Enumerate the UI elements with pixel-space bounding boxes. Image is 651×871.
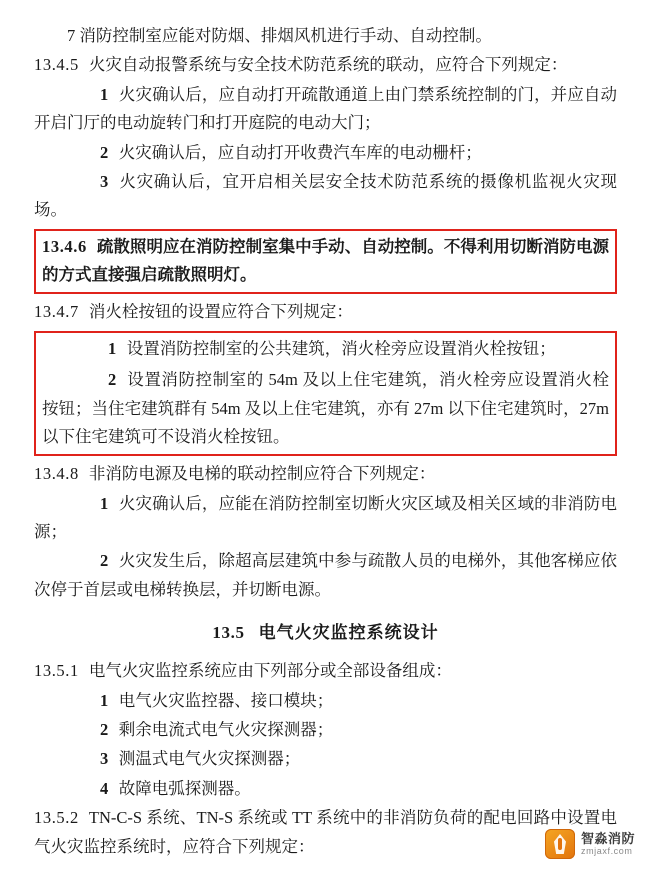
section-title: 电气火灾监控系统设计 bbox=[258, 623, 439, 643]
highlight-box-13-4-7-items bbox=[34, 331, 617, 457]
list-item bbox=[34, 22, 617, 50]
item-text: 电气火灾监控器、接口模块； bbox=[118, 690, 334, 710]
clause-text: 消火栓按钮的设置应符合下列规定： bbox=[88, 302, 353, 322]
clause-13-5-1 bbox=[34, 657, 617, 685]
section-heading-13-5 bbox=[34, 618, 617, 647]
clause-text: 疏散照明应在消防控制室集中手动、自动控制。不得利用切断消防电源的方式直接强启疏散照明灯。 bbox=[42, 236, 609, 284]
item-text: 设置消防控制室的 54m 及以上住宅建筑，消火栓旁应设置消火栓按钮；当住宅建筑群有 54m 及以上住宅建筑，亦有 27m 以下住宅建筑时，27m 以下住宅建筑可不设消火栓按钮。 bbox=[42, 370, 609, 446]
watermark-text bbox=[581, 832, 635, 857]
clause-number: 13.4.8 bbox=[34, 464, 79, 484]
clause-text: TN-C-S 系统、TN-S 系统或 TT 系统中的非消防负荷的配电回路中设置电气火灾监控系统时，应符合下列规定： bbox=[34, 808, 617, 856]
item-number: 1 bbox=[100, 493, 109, 513]
item-number: 1 bbox=[100, 690, 109, 710]
item-number: 3 bbox=[100, 749, 109, 769]
document-body bbox=[34, 22, 617, 861]
watermark bbox=[545, 829, 635, 859]
list-item bbox=[42, 335, 609, 363]
watermark-title: 智淼消防 bbox=[580, 830, 635, 846]
section-number: 13.5 bbox=[212, 623, 245, 643]
item-number: 3 bbox=[100, 171, 109, 191]
clause-number: 13.4.6 bbox=[42, 236, 87, 256]
list-item bbox=[34, 139, 617, 167]
item-number: 2 bbox=[100, 551, 109, 571]
clause-13-4-7 bbox=[34, 298, 617, 326]
clause-text: 非消防电源及电梯的联动控制应符合下列规定： bbox=[88, 464, 436, 484]
list-item bbox=[34, 168, 617, 225]
item-text: 火灾确认后，宜开启相关层安全技术防范系统的摄像机监视火灾现场。 bbox=[34, 171, 617, 220]
flame-shield-icon bbox=[545, 829, 575, 859]
list-item bbox=[42, 366, 609, 451]
list-item bbox=[34, 547, 617, 604]
item-text: 设置消防控制室的公共建筑，消火栓旁应设置消火栓按钮； bbox=[126, 338, 556, 358]
watermark-domain: zmjaxf.com bbox=[580, 846, 633, 857]
item-text: 剩余电流式电气火灾探测器； bbox=[118, 720, 334, 740]
item-text: 测温式电气火灾探测器； bbox=[118, 749, 301, 769]
clause-number: 13.4.5 bbox=[34, 55, 79, 75]
item-number: 2 bbox=[100, 720, 109, 740]
list-item bbox=[34, 775, 617, 803]
clause-number: 13.4.7 bbox=[34, 302, 79, 322]
item-number: 1 bbox=[108, 338, 117, 358]
item-text: 火灾确认后，应自动打开疏散通道上由门禁系统控制的门，并应自动开启门厅的电动旋转门和打开庭院的电动大门； bbox=[34, 84, 617, 133]
paragraph-text: 7 消防控制室应能对防烟、排烟风机进行手动、自动控制。 bbox=[67, 26, 492, 45]
clause-number: 13.5.2 bbox=[34, 808, 79, 828]
list-item bbox=[34, 81, 617, 138]
item-number: 2 bbox=[100, 142, 109, 162]
item-text: 火灾发生后，除超高层建筑中参与疏散人员的电梯外，其他客梯应依次停于首层或电梯转换层，并切断电源。 bbox=[34, 551, 617, 599]
item-text: 故障电弧探测器。 bbox=[118, 778, 251, 798]
list-item bbox=[34, 490, 617, 547]
clause-text: 电气火灾监控系统应由下列部分或全部设备组成： bbox=[88, 661, 452, 681]
highlight-box-13-4-6 bbox=[34, 229, 617, 295]
item-text: 火灾确认后，应自动打开收费汽车库的电动栅杆； bbox=[118, 142, 482, 162]
item-number: 4 bbox=[100, 778, 109, 798]
list-item bbox=[34, 687, 617, 715]
list-item bbox=[34, 716, 617, 744]
item-number: 2 bbox=[108, 370, 117, 390]
clause-13-4-8 bbox=[34, 460, 617, 488]
clause-text: 火灾自动报警系统与安全技术防范系统的联动，应符合下列规定： bbox=[88, 55, 568, 75]
clause-13-4-5 bbox=[34, 51, 617, 79]
clause-13-5-2 bbox=[34, 804, 617, 861]
clause-number: 13.5.1 bbox=[34, 661, 79, 681]
item-text: 火灾确认后，应能在消防控制室切断火灾区域及相关区域的非消防电源； bbox=[34, 493, 617, 541]
list-item bbox=[34, 745, 617, 773]
clause-13-4-6 bbox=[42, 233, 609, 290]
item-number: 1 bbox=[100, 84, 109, 104]
